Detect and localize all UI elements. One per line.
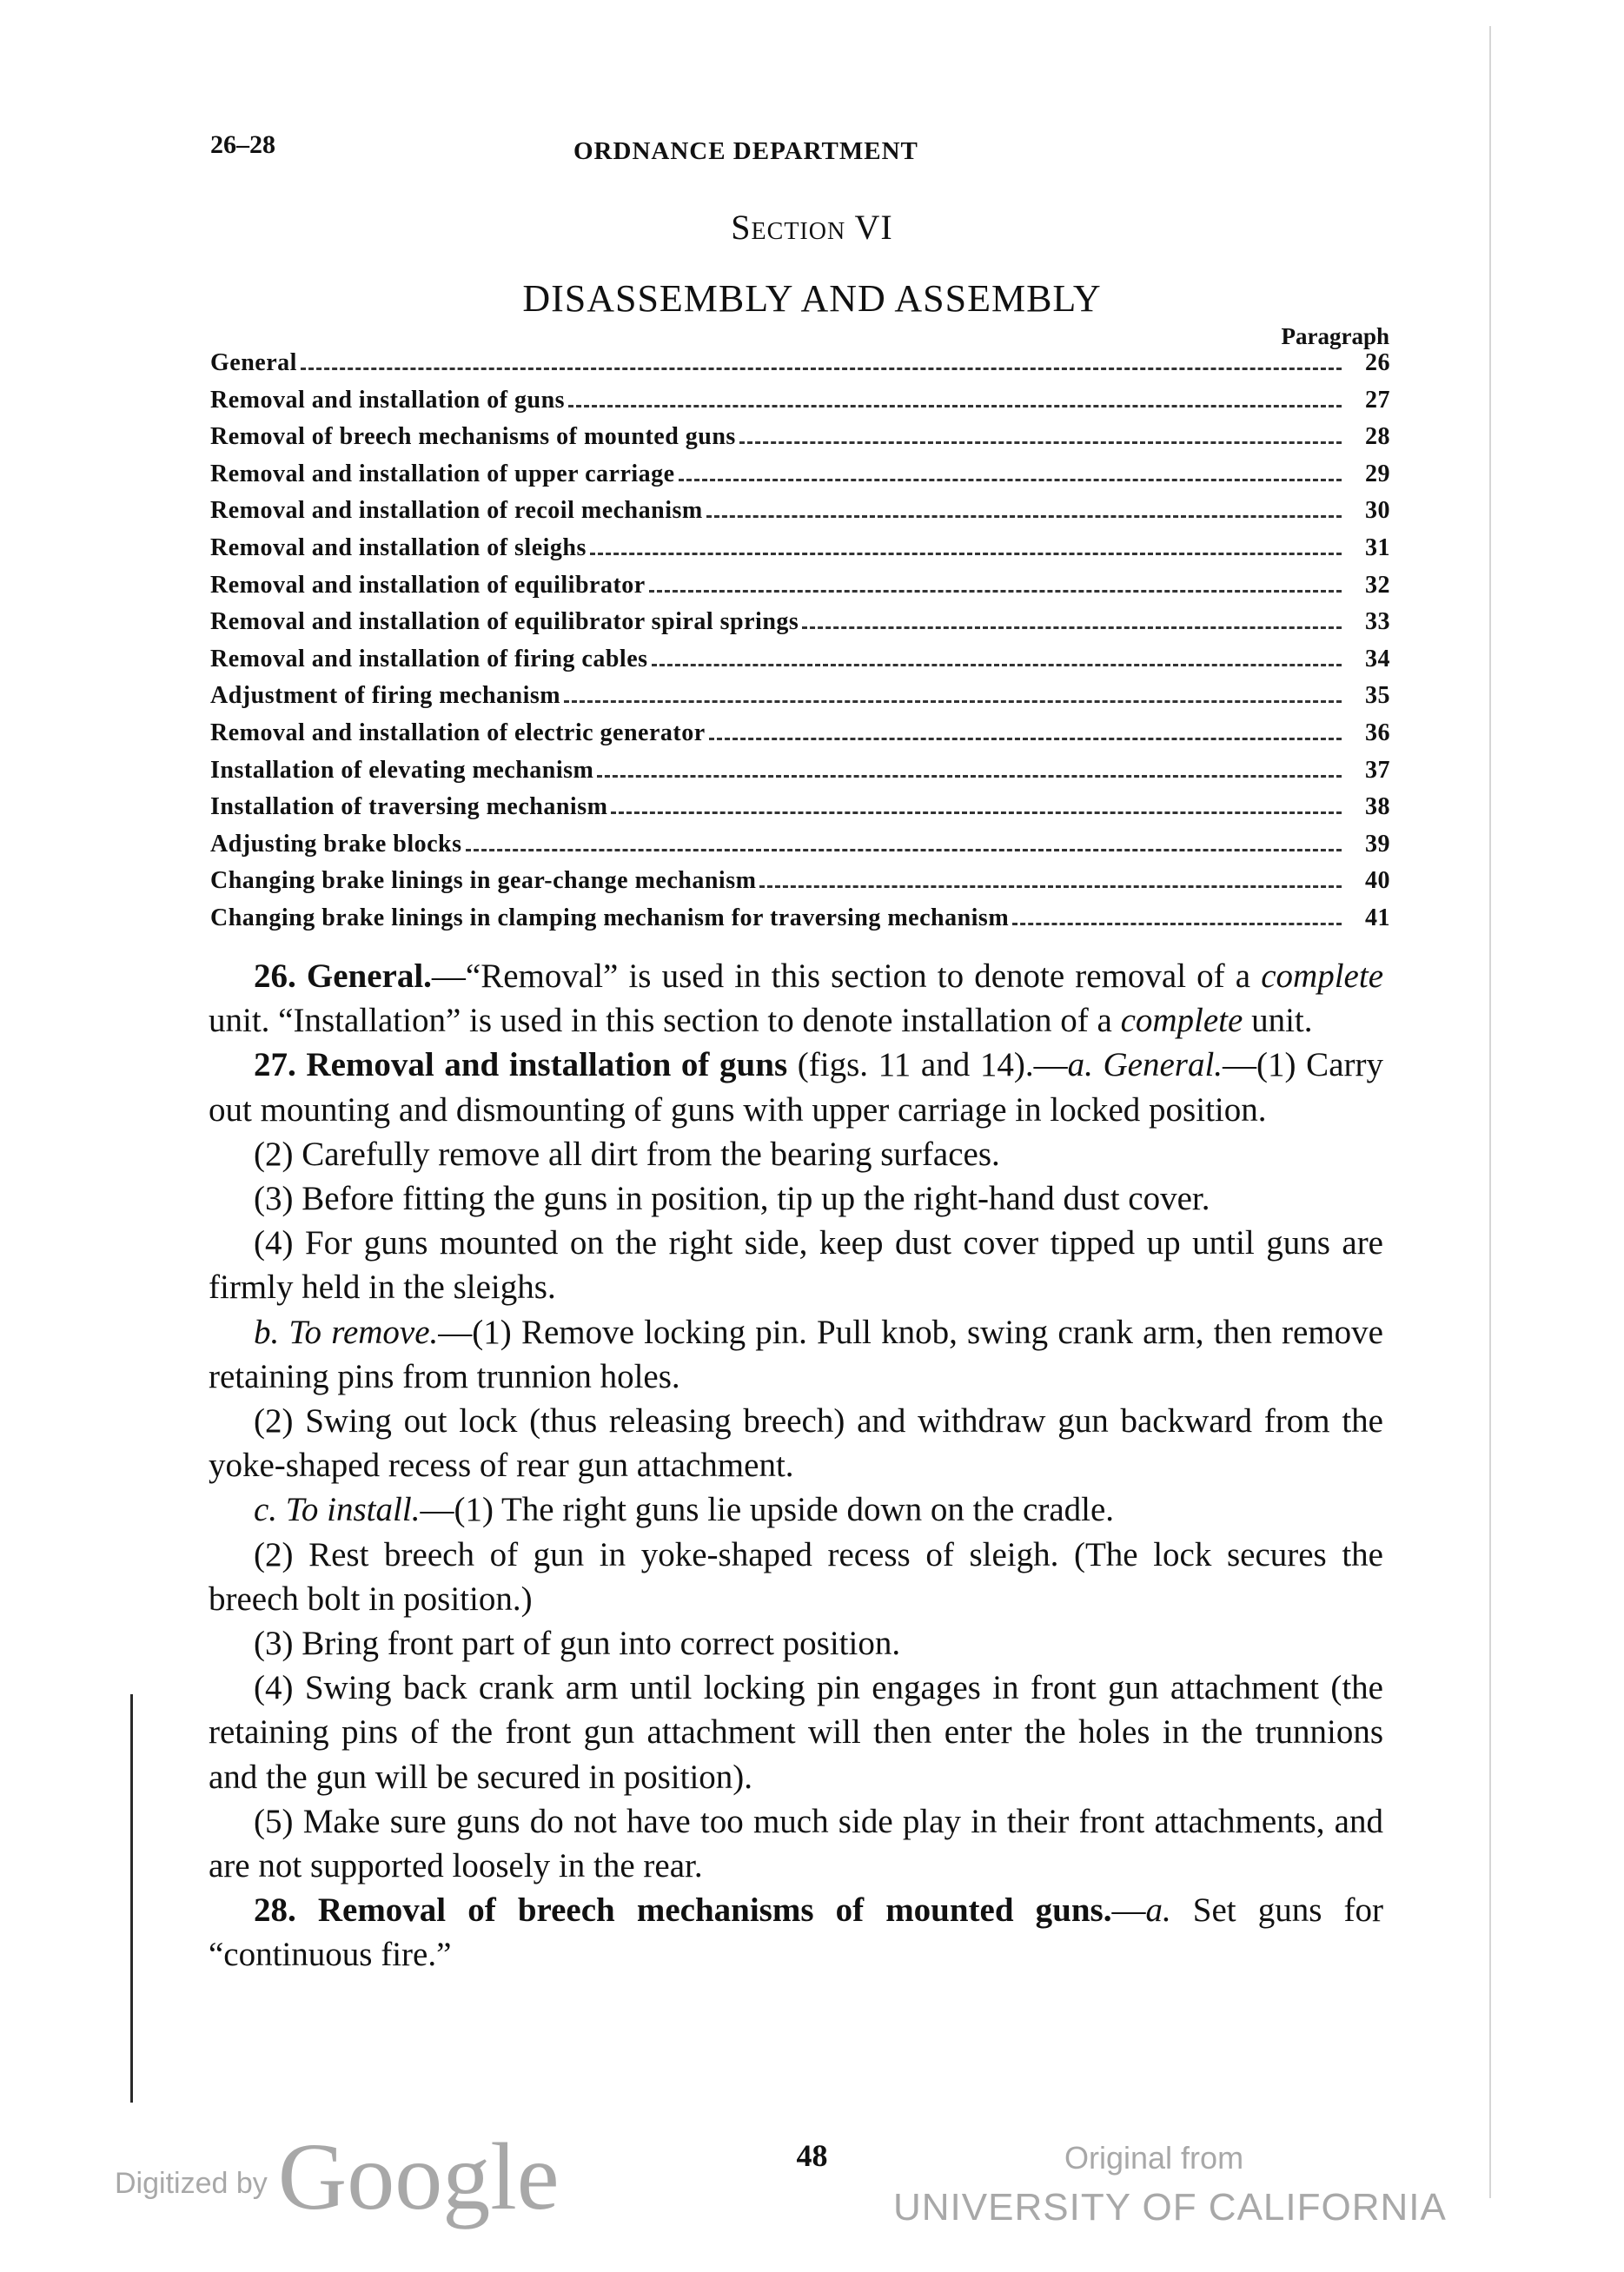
toc-paragraph-number: 39 [1365,830,1390,858]
toc-row [210,646,1390,683]
subparagraph-b [209,1310,1383,1399]
toc-row [210,572,1390,609]
paragraph-text: — [1111,1891,1146,1930]
toc-leader [568,405,1342,407]
paragraph-28 [209,1888,1383,1977]
subparagraph: (2) Rest breech of gun in yoke-shaped recess of sleigh. (The lock secures the breech bolt in position.) [209,1535,1383,1618]
toc-row [210,719,1390,757]
toc-paragraph-number: 36 [1365,719,1390,746]
toc-entry-text: Changing brake linings in gear-change mechanism [210,867,757,895]
subparagraph-label: a. [1145,1891,1171,1930]
subparagraph: (4) For guns mounted on the right side, keep dust cover tipped up until guns are firmly held in the sleighs. [209,1224,1383,1307]
paragraph-text: unit. [1243,1002,1313,1040]
section-heading: Section VI [731,208,893,247]
toc-paragraph-number: 34 [1365,645,1390,672]
toc-paragraph-number: 26 [1365,349,1390,376]
toc-entry-text: Adjusting brake blocks [210,830,462,858]
toc-entry-text: Installation of traversing mechanism [210,793,608,821]
toc-paragraph-number: 30 [1365,497,1390,525]
google-logo: Google [277,2123,560,2229]
toc-paragraph-number: 31 [1365,533,1390,561]
toc-paragraph-number: 29 [1365,460,1390,487]
page-code: 26–28 [210,130,275,159]
subparagraph: (3) Bring front part of gun into correct position. [254,1625,901,1663]
toc-row [210,757,1390,794]
toc-entry-text: Changing brake linings in clamping mechanism for traversing mechanism [210,904,1010,931]
toc-leader [597,775,1342,778]
toc-row [210,831,1390,868]
digitized-watermark [115,2122,560,2232]
toc-entry-text: Removal and installation of equilibrator spiral springs [210,608,799,636]
toc-leader [590,553,1342,555]
scan-margin-line [1489,26,1491,2198]
subparagraph: (5) Make sure guns do not have too much side play in their front attachments, and are not supported loosely in the rear. [209,1802,1383,1885]
toc-entry-text: Removal and installation of firing cables [210,645,648,672]
toc-row [210,349,1390,387]
toc-entry-text: Removal and installation of sleighs [210,533,587,561]
paragraph-text: —“Removal” is used in this section to denote removal of a [431,957,1262,995]
subparagraph-label: b. To remove. [254,1313,439,1351]
paragraph-text: —(1) Carry out mounting and dismounting of guns with upper carriage in locked position. [209,1046,1383,1129]
toc-leader [301,368,1342,370]
toc-paragraph-number: 40 [1365,867,1390,895]
page-number: 48 [796,2138,828,2173]
toc-paragraph-number: 33 [1365,608,1390,636]
paragraph-heading: 28. Removal of breech mechanisms of mounted guns. [254,1891,1112,1930]
toc-row [210,793,1390,831]
original-from-text: Original from [1064,2140,1244,2176]
toc-row [210,608,1390,646]
paragraph-26 [209,954,1383,1043]
toc-paragraph-number: 41 [1365,904,1390,931]
toc-entry-text: Removal and installation of recoil mechanism [210,497,703,525]
toc-leader [649,590,1342,593]
subparagraph: (4) Swing back crank arm until locking pin engages in front gun attachment (the retaining pins of the front gun attachment will then enter the holes in the trunnions and the gun will be secured in position). [209,1669,1383,1796]
university-name: UNIVERSITY OF CALIFORNIA [893,2186,1447,2229]
digitized-by-text: Digitized by [115,2167,268,2200]
toc-entry-text: Removal and installation of guns [210,386,566,414]
section-title: DISASSEMBLY AND ASSEMBLY [522,277,1102,320]
toc-leader [802,626,1342,629]
toc-leader [466,849,1342,851]
paragraph-27 [209,1043,1383,1131]
toc-row [210,534,1390,572]
toc-leader [564,700,1342,703]
toc-entry-text: Installation of elevating mechanism [210,756,594,784]
italic-text: complete [1261,957,1383,995]
table-of-contents [210,349,1390,942]
toc-row [210,460,1390,498]
toc-entry-text: Removal and installation of upper carriage [210,460,675,487]
paragraph-text: unit. “Installation” is used in this section to denote installation of a [209,1002,1121,1040]
toc-column-head: Paragraph [1281,323,1389,349]
toc-leader [739,441,1342,444]
toc-leader [611,811,1342,814]
paragraph-text: (figs. 11 and 14).— [787,1046,1068,1084]
toc-leader [709,738,1342,740]
toc-entry-text: Removal and installation of electric generator [210,719,706,746]
toc-paragraph-number: 35 [1365,682,1390,710]
toc-row [210,497,1390,534]
toc-row [210,682,1390,719]
subparagraph: (2) Carefully remove all dirt from the bearing surfaces. [254,1135,1000,1173]
paragraph-text: —(1) The right guns lie upside down on the cradle. [420,1491,1115,1529]
toc-leader [759,885,1342,888]
toc-entry-text: Removal and installation of equilibrator [210,571,646,599]
subparagraph-label: a. General. [1067,1046,1223,1084]
running-head: ORDNANCE DEPARTMENT [573,137,918,165]
toc-leader [706,515,1342,518]
paragraph-text: —(1) Remove locking pin. Pull knob, swing crank arm, then remove retaining pins from trunnion holes. [209,1313,1383,1395]
toc-row [210,387,1390,424]
subparagraph-label: c. To install. [254,1491,421,1529]
toc-row [210,867,1390,904]
toc-row [210,904,1390,942]
subparagraph: (3) Before fitting the guns in position, tip up the right-hand dust cover. [254,1180,1210,1218]
italic-text: complete [1120,1002,1243,1040]
toc-paragraph-number: 32 [1365,571,1390,599]
body-text [209,954,1383,1977]
subparagraph: (2) Swing out lock (thus releasing breech) and withdraw gun backward from the yoke-shaped recess of rear gun attachment. [209,1402,1383,1485]
toc-paragraph-number: 27 [1365,386,1390,414]
paragraph-heading: 26. General. [254,957,432,995]
toc-row [210,423,1390,460]
toc-paragraph-number: 37 [1365,756,1390,784]
toc-entry-text: Adjustment of firing mechanism [210,682,561,710]
toc-entry-text: General [210,349,297,376]
toc-leader [652,664,1342,666]
toc-entry-text: Removal of breech mechanisms of mounted guns [210,423,736,451]
paragraph-heading: 27. Removal and installation of guns [254,1046,788,1084]
toc-leader [1012,923,1342,925]
toc-leader [679,479,1342,481]
toc-paragraph-number: 38 [1365,793,1390,821]
paragraph-text: Set guns for “continuous fire.” [209,1891,1383,1974]
scan-margin-mark [130,1694,133,2103]
toc-paragraph-number: 28 [1365,423,1390,451]
subparagraph-c [209,1487,1383,1532]
